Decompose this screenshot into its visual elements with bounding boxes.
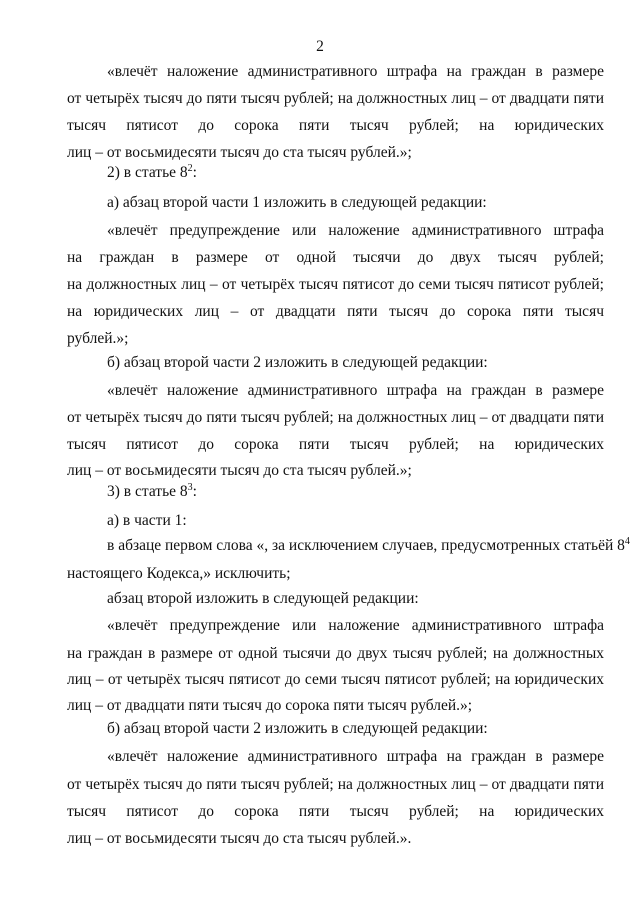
- text-line: «влечёт наложение административного штрафа на граждан в размере: [107, 63, 604, 80]
- text-line: лиц – от восьмидесяти тысяч до ста тысяч рублей.»;: [67, 144, 412, 161]
- text-line: тысяч пятисот до сорока пяти тысяч рублей; на юридических: [67, 803, 604, 820]
- list-item-heading: 2) в статье $8^2$:: [107, 163, 197, 181]
- page-number: 2: [316, 38, 324, 55]
- superscript: 2: [187, 163, 193, 174]
- text-line: лиц – от двадцати пяти тысяч до сорока пяти тысяч рублей.»;: [67, 697, 473, 714]
- text-line: б) абзац второй части 2 изложить в следующей редакции:: [107, 720, 488, 737]
- superscript: 4: [624, 536, 630, 547]
- text-line: рублей.»;: [67, 330, 129, 347]
- text-line: на граждан в размере от одной тысячи до двух тысяч рублей; на должностных: [67, 645, 604, 662]
- text-line: от четырёх тысяч до пяти тысяч рублей; на должностных лиц – от двадцати пяти: [67, 409, 604, 426]
- text-line: лиц – от восьмидесяти тысяч до ста тысяч рублей.»;: [67, 462, 412, 479]
- text-line: лиц – от четырёх тысяч пятисот до семи тысяч пятисот рублей; на юридических: [67, 671, 604, 688]
- text-line: абзац второй изложить в следующей редакции:: [107, 590, 419, 607]
- text-line: «влечёт предупреждение или наложение административного штрафа: [107, 617, 604, 634]
- text-line: «влечёт предупреждение или наложение административного штрафа: [107, 222, 604, 239]
- text-line: на юридических лиц – от двадцати пяти тысяч до сорока пяти тысяч: [67, 303, 604, 320]
- text-line: в абзаце первом слова «, за исключением случаев, предусмотренных статьёй $8^4$: [107, 536, 630, 554]
- text-line: тысяч пятисот до сорока пяти тысяч рублей; на юридических: [67, 117, 604, 134]
- superscript: 3: [187, 482, 193, 493]
- text-line: тысяч пятисот до сорока пяти тысяч рублей; на юридических: [67, 436, 604, 453]
- list-item-heading: 3) в статье $8^3$:: [107, 482, 197, 500]
- text-line: настоящего Кодекса,» исключить;: [67, 565, 291, 582]
- text-line: на должностных лиц – от четырёх тысяч пятисот до семи тысяч пятисот рублей;: [67, 276, 604, 293]
- text-line: а) в части 1:: [107, 512, 187, 529]
- text-line: «влечёт наложение административного штрафа на граждан в размере: [107, 748, 604, 765]
- text-line: лиц – от восьмидесяти тысяч до ста тысяч рублей.».: [67, 830, 412, 847]
- text-line: а) абзац второй части 1 изложить в следующей редакции:: [107, 194, 487, 211]
- text-line: «влечёт наложение административного штрафа на граждан в размере: [107, 382, 604, 399]
- text-line: б) абзац второй части 2 изложить в следующей редакции:: [107, 354, 488, 371]
- text-line: от четырёх тысяч до пяти тысяч рублей; на должностных лиц – от двадцати пяти: [67, 776, 604, 793]
- text-line: на граждан в размере от одной тысячи до двух тысяч рублей;: [67, 249, 604, 266]
- text-line: от четырёх тысяч до пяти тысяч рублей; на должностных лиц – от двадцати пяти: [67, 90, 604, 107]
